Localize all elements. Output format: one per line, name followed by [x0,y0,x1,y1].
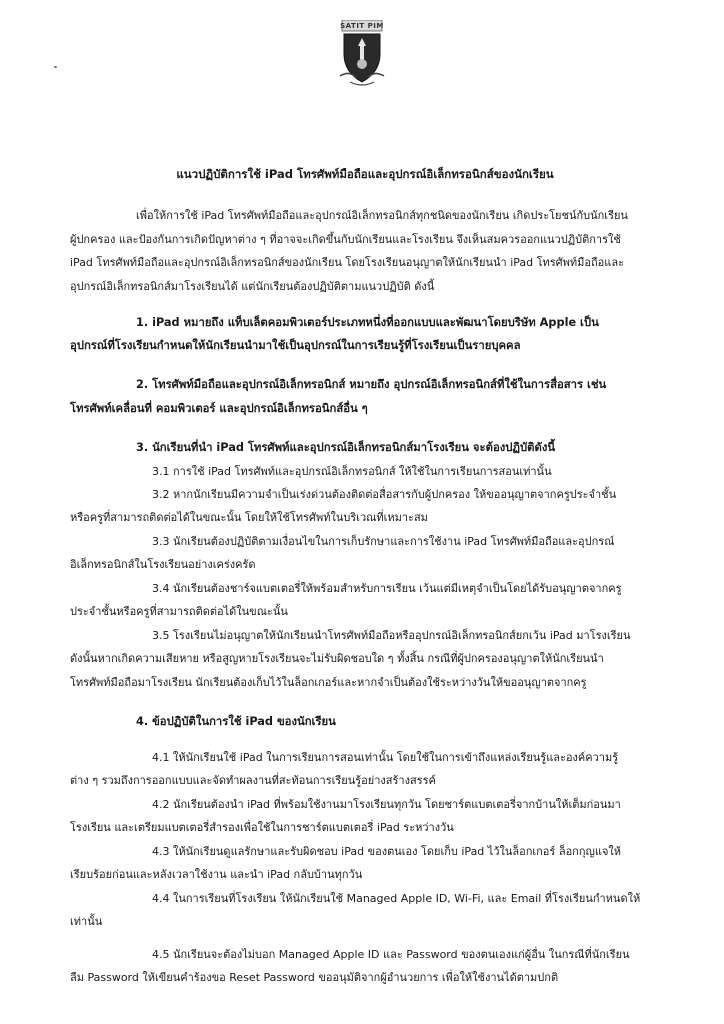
section3-item: 3.4 นักเรียนต้องชาร์จแบตเตอรี่ให้พร้อมสำหรับการเรียน เว้นแต่มีเหตุจำเป็นโดยได้รับอนุญาตจากครู [152,582,622,595]
intro-line: ผู้ปกครอง และป้องกันการเกิดปัญหาต่าง ๆ ที่อาจจะเกิดขึ้นกับนักเรียนและโรงเรียน จึงเห็นสมควรออกแนวปฏิบัติการใช้ [70,233,621,246]
section3-item: อิเล็กทรอนิกส์ในโรงเรียนอย่างเคร่งครัด [70,558,256,571]
section2-line: โทรศัพท์เคลื่อนที่ คอมพิวเตอร์ และอุปกรณ์อิเล็กทรอนิกส์อื่น ๆ [70,402,368,415]
section3-item: โทรศัพท์มือถือมาโรงเรียน นักเรียนต้องเก็บไว้ในล็อกเกอร์และหากจำเป็นต้องใช้ระหว่างวันให้ขออนุญาตจากครู [70,676,587,689]
section3-item: ประจำชั้นหรือครูที่สามารถติดต่อได้ในขณะนั้น [70,605,288,618]
section4-item: โรงเรียน และเตรียมแบตเตอรี่สำรองเพื่อใช้ในการชาร์ตแบตเตอรี่ iPad ระหว่างวัน [70,821,454,834]
school-logo [336,20,388,90]
section3-item: 3.1 การใช้ iPad โทรศัพท์และอุปกรณ์อิเล็กทรอนิกส์ ให้ใช้ในการเรียนการสอนเท่านั้น [152,465,552,478]
section4-item: เรียบร้อยก่อนและหลังเวลาใช้งาน และนำ iPad กลับบ้านทุกวัน [70,868,363,881]
section4-item: 4.4 ในการเรียนที่โรงเรียน ให้นักเรียนใช้ Managed Apple ID, Wi-Fi, และ Email ที่โรงเรียนกำหนดให้ [152,892,641,905]
section3-item: 3.2 หากนักเรียนมีความจำเป็นเร่งด่วนต้องติดต่อสื่อสารกับผู้ปกครอง ให้ขออนุญาตจากครูประจำชั้น [152,488,617,501]
section4-item: 4.2 นักเรียนต้องนำ iPad ที่พร้อมใช้งานมาโรงเรียนทุกวัน โดยชาร์ตแบตเตอรี่จากบ้านให้เต็มก่อนมา [152,798,621,811]
section4-item: ลืม Password ให้เขียนคำร้องขอ Reset Password ขออนุมัติจากผู้อำนวยการ เพื่อให้ใช้งานได้ตามปกติ [70,971,559,984]
section3-item: 3.5 โรงเรียนไม่อนุญาตให้นักเรียนนำโทรศัพท์มือถือหรืออุปกรณ์อิเล็กทรอนิกส์ยกเว้น iPad มาโรงเรียน [152,629,631,642]
section4-item: ต่าง ๆ รวมถึงการออกแบบและจัดทำผลงานที่สะท้อนการเรียนรู้อย่างสร้างสรรค์ [70,774,436,787]
section1-line: 1. iPad หมายถึง แท็บเล็ตคอมพิวเตอร์ประเภทหนึ่งที่ออกแบบและพัฒนาโดยบริษัท Apple เป็น [136,316,599,329]
section3-item: หรือครูที่สามารถติดต่อได้ในขณะนั้น โดยให้ใช้โทรศัพท์ในบริเวณที่เหมาะสม [70,511,428,524]
section2-line: 2. โทรศัพท์มือถือและอุปกรณ์อิเล็กทรอนิกส์ หมายถึง อุปกรณ์อิเล็กทรอนิกส์ที่ใช้ในการสื่อสาร เช่น [136,378,607,391]
section3-heading: 3. นักเรียนที่นำ iPad โทรศัพท์และอุปกรณ์อิเล็กทรอนิกส์มาโรงเรียน จะต้องปฏิบัติดังนี้ [136,441,556,454]
section1-line: อุปกรณ์ที่โรงเรียนกำหนดให้นักเรียนนำมาใช้เป็นอุปกรณ์ในการเรียนรู้ที่โรงเรียนเป็นรายบุคคล [70,339,521,352]
intro-line: อุปกรณ์อิเล็กทรอนิกส์มาโรงเรียนได้ แต่นักเรียนต้องปฏิบัติตามแนวปฏิบัติ ดังนี้ [70,280,435,293]
section3-item: ดังนั้นหากเกิดความเสียหาย หรือสูญหายโรงเรียนจะไม่รับผิดชอบใด ๆ ทั้งสิ้น กรณีที่ผู้ปกครองอนุญาตให้นักเรียนนำ [70,652,604,665]
page-title: แนวปฏิบัติการใช้ iPad โทรศัพท์มือถือและอุปกรณ์อิเล็กทรอนิกส์ของนักเรียน [176,167,554,181]
section4-item: 4.3 ให้นักเรียนดูแลรักษาและรับผิดชอบ iPad ของตนเอง โดยเก็บ iPad ไว้ในล็อกเกอร์ ล็อกกุญแจให้ [152,845,622,858]
logo-text: SATIT PIM [340,22,384,30]
section4-item: 4.1 ให้นักเรียนใช้ iPad ในการเรียนการสอนเท่านั้น โดยใช้ในการเข้าถึงแหล่งเรียนรู้และองค์ความรู้ [152,751,619,764]
section4-item: 4.5 นักเรียนจะต้องไม่บอก Managed Apple ID และ Password ของตนเองแก่ผู้อื่น ในกรณีที่นักเรียน [152,948,630,961]
section4-item: เท่านั้น [70,915,103,928]
section3-item: 3.3 นักเรียนต้องปฏิบัติตามเงื่อนไขในการเก็บรักษาและการใช้งาน iPad โทรศัพท์มือถือและอุปกรณ์ [152,535,615,548]
section4-heading: 4. ข้อปฏิบัติในการใช้ iPad ของนักเรียน [136,715,336,728]
school-crest-icon [336,20,388,90]
intro-line: เพื่อให้การใช้ iPad โทรศัพท์มือถือและอุปกรณ์อิเล็กทรอนิกส์ทุกชนิดของนักเรียน เกิดประโยชน์กับนักเรียน [136,209,628,222]
intro-line: iPad โทรศัพท์มือถือและอุปกรณ์อิเล็กทรอนิกส์ของนักเรียน โดยโรงเรียนอนุญาตให้นักเรียนนำ iPad โทรศัพท์มือถือและ [70,256,625,269]
scan-speck [54,66,57,68]
